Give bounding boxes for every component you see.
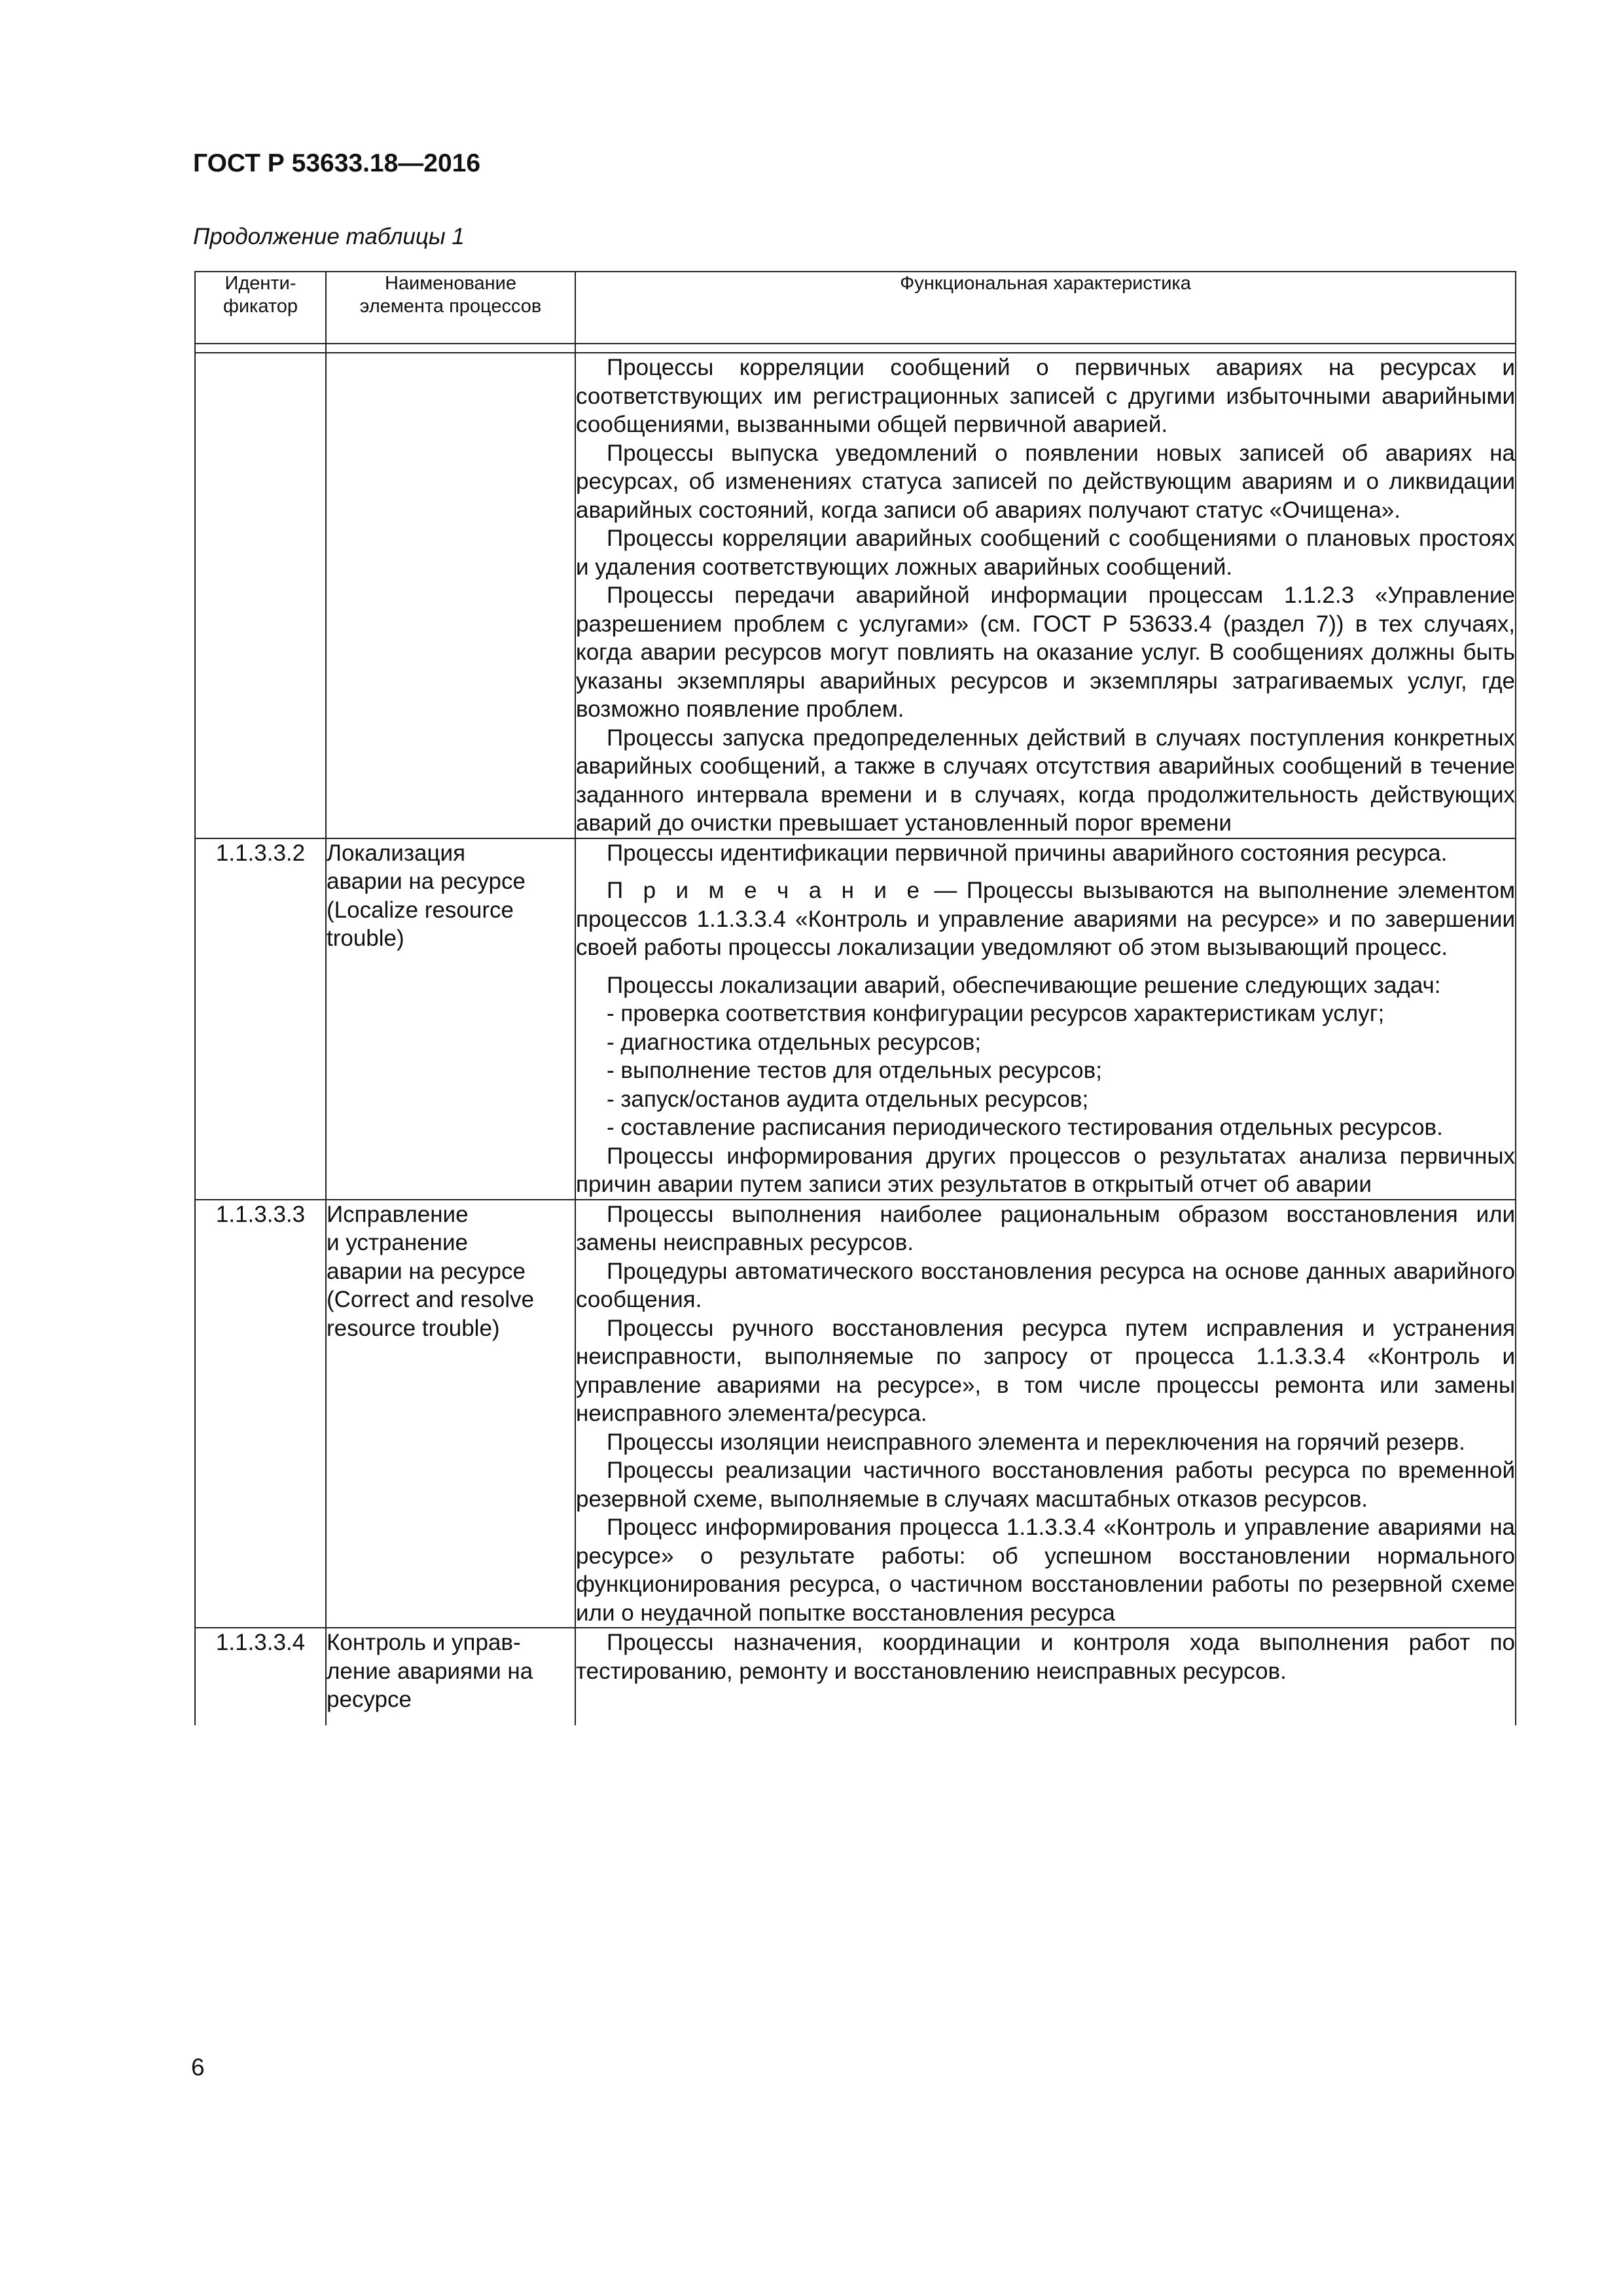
task-list-item: - проверка соответствия конфигурации ресурсов характеристикам услуг; bbox=[607, 1001, 1385, 1026]
function-paragraph: Процессы выпуска уведомлений о появлении новых записей об авариях на ресурсах, об изменениях статуса записей по действующим авариям и о ликвидации аварийных состояний, когда записи об авариях получают статус «Очищена». bbox=[576, 440, 1515, 523]
column-header-id bbox=[195, 272, 326, 344]
table-header-row bbox=[195, 272, 1516, 344]
table-row bbox=[195, 838, 1516, 1200]
row-id-cell: 1.1.3.3.4 bbox=[195, 1628, 326, 1725]
row-function-cell bbox=[575, 353, 1516, 838]
column-header-function: Функциональная характеристика bbox=[575, 272, 1516, 344]
function-paragraph: Процессы реализации частичного восстановления работы ресурса по временной резервной схеме, выполняемые в случаях масштабных отказов ресурсов. bbox=[576, 1458, 1515, 1512]
function-paragraph: Процедуры автоматического восстановления ресурса на основе данных аварийного сообщения. bbox=[576, 1258, 1515, 1312]
function-paragraph: Процессы идентификации первичной причины аварийного состояния ресурса. bbox=[607, 840, 1448, 866]
name-line: аварии на ресурсе bbox=[327, 1258, 526, 1284]
function-paragraph: Процесс информирования процесса 1.1.3.3.4 «Контроль и управление авариями на ресурсе» о результате работы: об успешном восстановлении нормального функционирования ресурса, о частичном восстановлении работы по резервной схеме или о неудачной попытке восстановления ресурса bbox=[576, 1515, 1515, 1626]
name-line: аварии на ресурсе bbox=[327, 869, 526, 894]
name-line: (Localize resource bbox=[327, 897, 514, 923]
row-name-cell bbox=[326, 353, 575, 838]
row-name-cell bbox=[326, 1200, 575, 1628]
function-paragraph: Процессы локализации аварий, обеспечивающие решение следующих задач: bbox=[607, 972, 1441, 998]
document-header: ГОСТ Р 53633.18—2016 bbox=[193, 149, 481, 177]
task-list-item: - выполнение тестов для отдельных ресурсов; bbox=[607, 1058, 1102, 1083]
function-paragraph: Процессы назначения, координации и контроля хода выполнения работ по тестированию, ремонту и восстановлению неисправных ресурсов. bbox=[576, 1630, 1515, 1684]
table-row bbox=[195, 353, 1516, 838]
function-paragraph: Процессы изоляции неисправного элемента и переключения на горячий резерв. bbox=[607, 1429, 1465, 1455]
column-header-id-line2: фикатор bbox=[223, 296, 298, 317]
function-paragraph: Процессы корреляции аварийных сообщений с сообщениями о плановых простоях и удаления соответствующих ложных аварийных сообщений. bbox=[576, 526, 1515, 580]
row-id-cell: 1.1.3.3.3 bbox=[195, 1200, 326, 1628]
note-label: П р и м е ч а н и е bbox=[607, 878, 925, 903]
table-row bbox=[195, 1200, 1516, 1628]
function-paragraph: Процессы корреляции сообщений о первичных авариях на ресурсах и соответствующих им регистрационных записей с другими избыточными аварийными сообщениями, вызванными общей первичной аварией. bbox=[576, 355, 1515, 437]
row-function-cell bbox=[575, 1628, 1516, 1725]
name-line: (Correct and resolve bbox=[327, 1287, 535, 1312]
name-line: resource trouble) bbox=[327, 1315, 500, 1341]
note-paragraph bbox=[576, 876, 1515, 962]
name-line: Контроль и управ- bbox=[327, 1630, 521, 1655]
name-line: ление авариями на bbox=[327, 1658, 533, 1684]
task-list-item: - диагностика отдельных ресурсов; bbox=[607, 1029, 982, 1055]
column-header-id-line1: Иденти- bbox=[224, 273, 296, 294]
name-line: ресурсе bbox=[327, 1687, 412, 1712]
table-row bbox=[195, 1628, 1516, 1725]
function-paragraph: Процессы информирования других процессов о результатах анализа первичных причин аварии путем записи этих результатов в открытый отчет об аварии bbox=[576, 1143, 1515, 1197]
row-id-cell: 1.1.3.3.2 bbox=[195, 838, 326, 1200]
function-paragraph: Процессы запуска предопределенных действий в случаях поступления конкретных аварийных сообщений, а также в случаях отсутствия аварийных сообщений в течение заданного интервала времени и в случаях, когда продолжительность действующих аварий до очистки превышает установленный порог времени bbox=[576, 725, 1515, 836]
process-elements-table bbox=[194, 271, 1516, 1725]
row-name-cell bbox=[326, 838, 575, 1200]
table-continuation-caption: Продолжение таблицы 1 bbox=[193, 224, 465, 249]
task-list-item: - составление расписания периодического тестирования отдельных ресурсов. bbox=[607, 1115, 1443, 1140]
row-function-cell bbox=[575, 1200, 1516, 1628]
column-numbering-row bbox=[195, 344, 1516, 353]
row-id-cell bbox=[195, 353, 326, 838]
name-line: и устранение bbox=[327, 1230, 468, 1255]
function-paragraph: Процессы ручного восстановления ресурса путем исправления и устранения неисправности, выполняемые по запросу от процесса 1.1.3.3.4 «Контроль и управление авариями на ресурсе», в том числе процессы ремонта или замены неисправного элемента/ресурса. bbox=[576, 1315, 1515, 1426]
row-name-cell bbox=[326, 1628, 575, 1725]
column-header-name-line2: элемента процессов bbox=[359, 296, 542, 317]
note-text: — Процессы вызываются на выполнение элементом процессов 1.1.3.3.4 «Контроль и управление авариями на ресурсе» и по завершении своей работы процессы локализации уведомляют об этом вызывающий процесс. bbox=[576, 878, 1516, 960]
column-header-name bbox=[326, 272, 575, 344]
function-paragraph: Процессы передачи аварийной информации процессам 1.1.2.3 «Управление разрешением проблем с услугами» (см. ГОСТ Р 53633.4 (раздел 7)) в тех случаях, когда аварии ресурсов могут повлиять на оказание услуг. В сообщениях должны быть указаны экземпляры аварийных ресурсов и экземпляры затрагиваемых услуг, где возможно появление проблем. bbox=[576, 583, 1515, 722]
function-paragraph: Процессы выполнения наиболее рациональным образом восстановления или замены неисправных ресурсов. bbox=[576, 1201, 1515, 1255]
name-line: Локализация bbox=[327, 840, 466, 866]
task-list-item: - запуск/останов аудита отдельных ресурсов; bbox=[607, 1086, 1089, 1112]
row-function-cell bbox=[575, 838, 1516, 1200]
name-line: Исправление bbox=[327, 1201, 469, 1227]
name-line: trouble) bbox=[327, 925, 404, 951]
page-number: 6 bbox=[191, 2054, 205, 2081]
column-header-name-line1: Наименование bbox=[384, 273, 517, 294]
